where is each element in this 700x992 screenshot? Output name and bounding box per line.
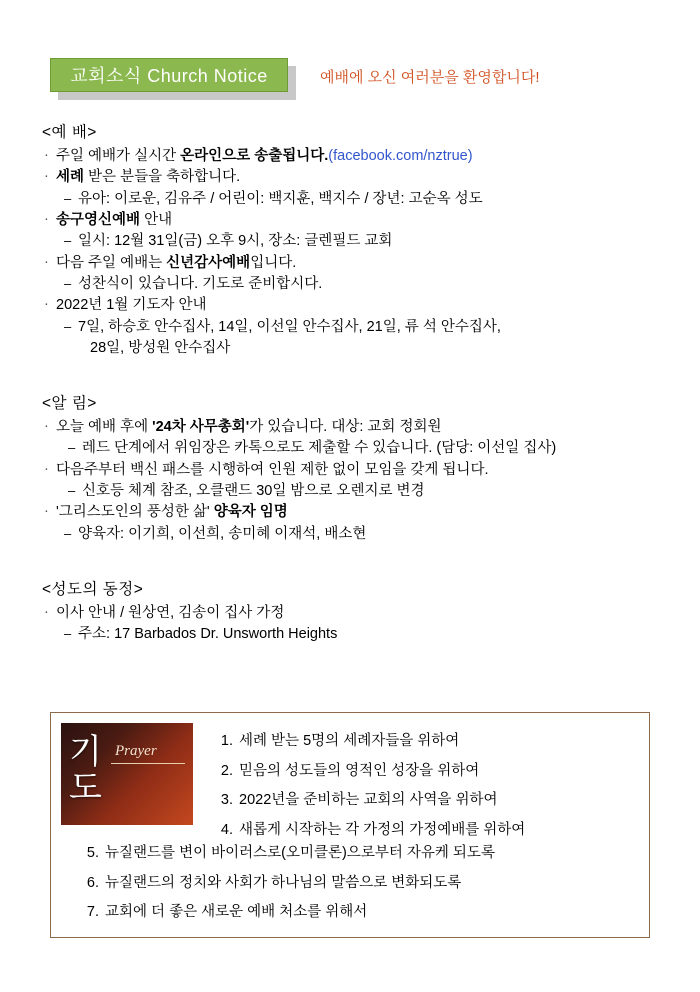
- notice-text: 레드 단계에서 위임장은 카톡으로도 제출할 수 있습니다. (담당: 이선일 집사): [82, 440, 557, 457]
- notice-subbullet: [42, 524, 662, 545]
- notice-bullet: [42, 253, 662, 274]
- notice-text: 7일, 하승호 안수집사, 14일, 이선일 안수집사, 21일, 류 석 안수집사,: [78, 318, 501, 335]
- prayer-item-text: 2022년을 준비하는 교회의 사역을 위하여: [239, 792, 498, 809]
- notice-text: 받은 분들을 축하합니다.: [84, 169, 241, 186]
- notice-text: 송구영신예배: [56, 211, 141, 228]
- notice-text: 양육자: 이기희, 이선희, 송미혜 이재석, 배소현: [78, 525, 367, 542]
- notice-bullet: [42, 460, 662, 481]
- banner-label: 교회소식 Church Notice: [70, 66, 268, 86]
- notice-text: 안내: [140, 211, 173, 228]
- notice-text: 유아: 이로운, 김유주 / 어린이: 백지훈, 백지수 / 장년: 고순옥 성도: [78, 190, 483, 207]
- notice-bullet: [42, 167, 662, 188]
- notice-text: 세례: [56, 169, 85, 186]
- prayer-box: [50, 712, 650, 938]
- notice-text: 가 있습니다. 대상: 교회 정회원: [249, 419, 442, 436]
- section-spacer: [42, 559, 662, 577]
- prayer-image-divider: [111, 763, 185, 764]
- prayer-image-korean-text: 기 도: [69, 734, 102, 807]
- prayer-item-number: 4.: [220, 822, 233, 839]
- notice-text: 성찬식이 있습니다. 기도로 준비합시다.: [78, 275, 323, 292]
- section-title: <예 배>: [42, 124, 97, 141]
- prayer-item-number: 1.: [220, 733, 233, 749]
- notice-text: 신호등 체계 참조, 오클랜드 30일 밤으로 오렌지로 변경: [82, 483, 425, 500]
- prayer-item: [211, 786, 641, 816]
- notice-bullet: [42, 502, 662, 523]
- notice-text: 온라인으로 송출됩니다.: [180, 148, 329, 164]
- prayer-item-text: 교회에 더 좋은 새로운 예배 처소를 위해서: [105, 904, 368, 921]
- notice-section: [42, 577, 662, 646]
- prayer-item-number: 6.: [86, 874, 99, 891]
- notice-bullet: [42, 210, 662, 231]
- notice-content: [42, 120, 662, 660]
- prayer-top-list: [211, 727, 641, 846]
- notice-bullet: [42, 146, 662, 167]
- prayer-item-text: 뉴질랜드를 변이 바이러스로(오미클론)으로부터 자유케 되도록: [105, 845, 495, 861]
- prayer-item-text: 새롭게 시작하는 각 가정의 가정예배를 위하여: [239, 822, 526, 839]
- notice-text: 일시: 12월 31일(금) 오후 9시, 장소: 글렌필드 교회: [78, 233, 393, 250]
- prayer-item: [77, 839, 637, 869]
- prayer-item-text: 뉴질랜드의 정치와 사회가 하나님의 말씀으로 변화되도록: [105, 874, 462, 891]
- prayer-image: [61, 723, 193, 825]
- notice-subbullet: [42, 317, 662, 338]
- prayer-item-text: 믿음의 성도들의 영적인 성장을 위하여: [239, 762, 480, 779]
- notice-section: [42, 391, 662, 545]
- notice-text: 주일 예배가 실시간: [56, 148, 181, 164]
- prayer-item-number: 3.: [220, 792, 233, 809]
- prayer-bottom-list: [77, 839, 637, 928]
- notice-text: '24차 사무총회': [152, 419, 250, 436]
- notice-text: 신년감사예배: [166, 254, 251, 271]
- section-title: <성도의 동정>: [42, 581, 144, 598]
- prayer-item-number: 5.: [86, 845, 99, 861]
- notice-subbullet: [42, 231, 662, 252]
- notice-text: 입니다.: [250, 254, 297, 271]
- notice-text: 양육자 임명: [213, 504, 288, 521]
- prayer-item: [211, 727, 641, 757]
- notice-subbullet: [42, 274, 662, 295]
- notice-subbullet: [42, 481, 662, 502]
- notice-section: [42, 120, 662, 359]
- prayer-image-english-text: Prayer: [115, 743, 157, 759]
- section-title: <알 림>: [42, 395, 97, 413]
- notice-text: '그리스도인의 풍성한 삶': [56, 504, 214, 521]
- prayer-item: [211, 757, 641, 787]
- notice-subbullet: [42, 624, 662, 645]
- prayer-item-number: 2.: [220, 762, 233, 779]
- notice-text: 28일, 방성원 안수집사: [90, 339, 231, 356]
- church-notice-banner: [50, 58, 288, 92]
- welcome-message: 예배에 오신 여러분을 환영합니다!: [320, 69, 540, 86]
- notice-subbullet: [42, 338, 662, 359]
- notice-text: 다음주부터 백신 패스를 시행하여 인원 제한 없이 모임을 갖게 됩니다.: [56, 461, 489, 478]
- notice-text: 2022년 1월 기도자 안내: [56, 297, 207, 314]
- prayer-item-text: 세례 받는 5명의 세례자들을 위하여: [239, 733, 460, 749]
- notice-text: 주소: 17 Barbados Dr. Unsworth Heights: [78, 626, 338, 643]
- notice-text: 다음 주일 예배는: [56, 254, 167, 271]
- facebook-link[interactable]: (facebook.com/nztrue): [328, 148, 473, 164]
- notice-bullet: [42, 603, 662, 624]
- prayer-item-number: 7.: [86, 904, 99, 921]
- notice-subbullet: [42, 189, 662, 210]
- notice-text: 오늘 예배 후에: [56, 419, 153, 436]
- prayer-item: [77, 898, 637, 928]
- notice-bullet: [42, 295, 662, 316]
- section-spacer: [42, 373, 662, 391]
- notice-text: 이사 안내 / 원상연, 김송이 집사 가정: [56, 605, 285, 621]
- prayer-item: [77, 869, 637, 899]
- document-header: [50, 58, 650, 100]
- notice-bullet: [42, 417, 662, 438]
- notice-subbullet: [42, 438, 662, 459]
